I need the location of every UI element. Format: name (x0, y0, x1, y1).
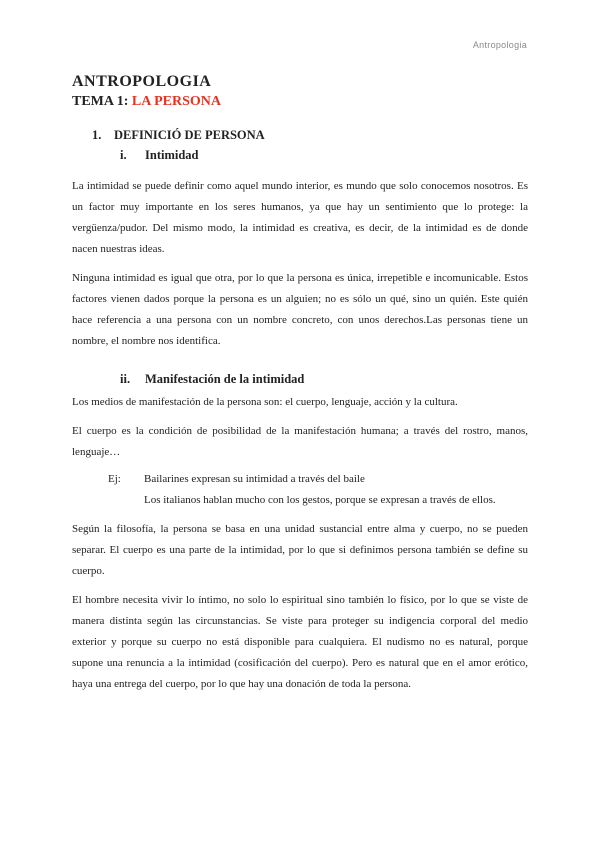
tema-label: TEMA 1: (72, 94, 129, 109)
section-heading-definicio (92, 126, 528, 144)
subsection-title: Intimidad (145, 148, 199, 162)
example-block (72, 469, 528, 511)
subsection-number: ii. (120, 372, 131, 386)
example-label: Ej: (108, 473, 121, 485)
document-title: ANTROPOLOGIA (72, 73, 212, 90)
subsection-number: i. (120, 148, 127, 162)
subsection-heading-manifestacion (120, 370, 528, 388)
tema-name: LA PERSONA (131, 94, 221, 109)
section-title: DEFINICIÓ DE PERSONA (114, 128, 265, 142)
example-lines (144, 469, 496, 511)
document-body (72, 72, 528, 695)
paragraph: La intimidad se puede definir como aquel mundo interior, es mundo que solo conocemos nosotros. Es un factor muy importante en los seres humanos, ya que hay un sentimiento que lo protege: la vergüenza/pudor. Del mismo modo, la intimidad es creativa, es decir, de la intimidad es de donde nacen nuestras ideas. (72, 180, 528, 255)
example-line: Los italianos hablan mucho con los gestos, porque se expresan a través de ellos. (144, 494, 496, 506)
paragraph: Según la filosofía, la persona se basa en una unidad sustancial entre alma y cuerpo, no se pueden separar. El cuerpo es una parte de la intimidad, por lo que si definimos persona también se define su cuerpo. (72, 523, 528, 577)
paragraph: Ninguna intimidad es igual que otra, por lo que la persona es única, irrepetible e incomunicable. Estos factores vienen dados porque la persona es un alguien; no es sólo un qué, sino un quién. Este quién hace referencia a una persona con un nombre concreto, con unos derechos.Las personas tiene un nombre, el nombre nos identifica. (72, 272, 528, 347)
paragraph: El cuerpo es la condición de posibilidad de la manifestación humana; a través del rostro, manos, lenguaje… (72, 425, 528, 458)
tema-heading (72, 92, 528, 111)
subsection-title: Manifestación de la intimidad (145, 372, 305, 386)
subsection-heading-intimidad (120, 146, 528, 164)
running-header: Antropologia (472, 40, 527, 50)
paragraph: Los medios de manifestación de la persona son: el cuerpo, lenguaje, acción y la cultura. (72, 396, 458, 408)
example-line: Bailarines expresan su intimidad a través del baile (144, 473, 365, 485)
section-number: 1. (92, 128, 102, 142)
paragraph: El hombre necesita vivir lo íntimo, no solo lo espiritual sino también lo físico, por lo que se viste de manera distinta según las circunstancias. Se viste para proteger su indigencia corporal del medio exterior y porque su cuerpo no está disponible para cualquiera. El nudismo no es natural, porque supone una renuncia a la intimidad (cosificación del cuerpo). Pero es natural que en el amor erótico, haya una entrega del cuerpo, por lo que hay una donación de toda la persona. (72, 594, 528, 690)
